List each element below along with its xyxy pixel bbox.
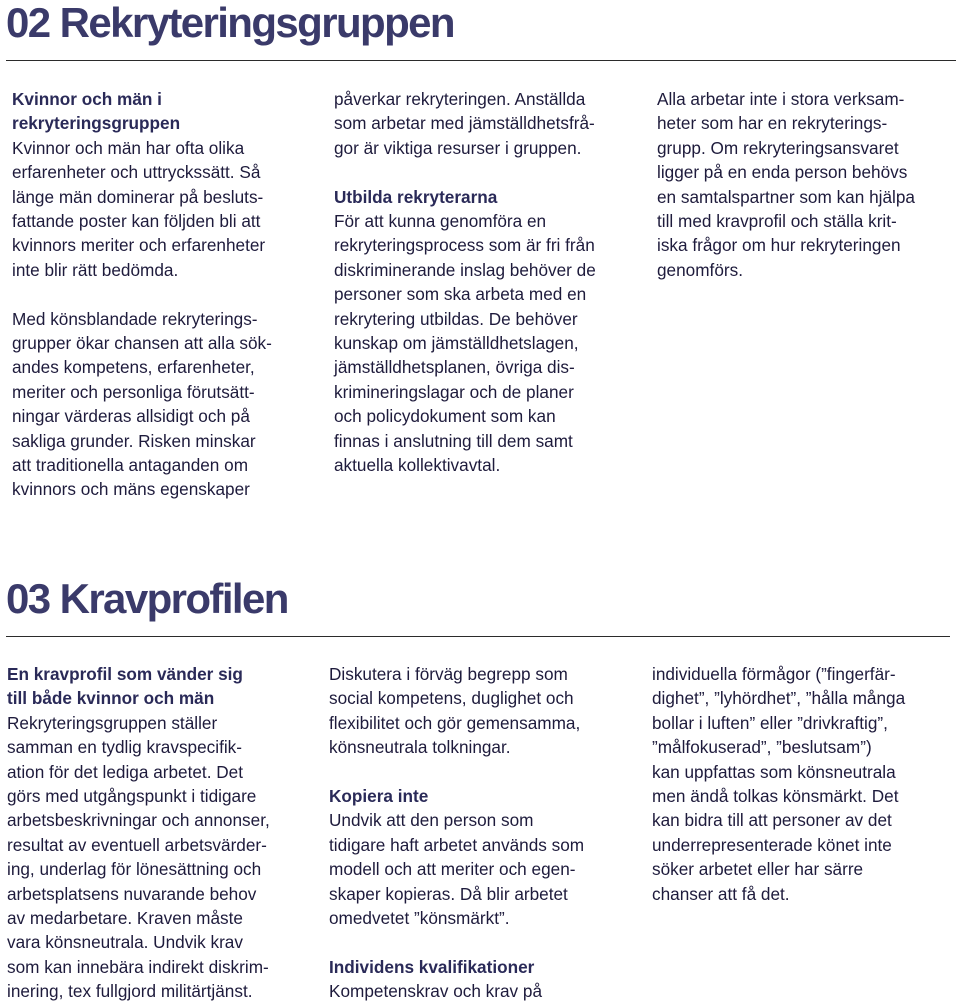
section-3-column-2 — [329, 662, 584, 1004]
text-line: kvinnors meriter och erfarenheter — [12, 235, 266, 256]
text-line: social kompetens, duglighet och — [329, 688, 574, 709]
text-line: meriter och personliga förutsätt- — [12, 381, 255, 402]
section-3-rule — [6, 636, 950, 637]
text-line: chanser att få det. — [652, 883, 790, 904]
text-line: erfarenheter och uttryckssätt. Så — [12, 162, 261, 183]
text-line: arbetsplatsens nuvarande behov — [7, 883, 257, 904]
text-line: som kan innebära indirekt diskrim- — [7, 956, 269, 977]
text-line: iska frågor om hur rekryteringen — [657, 235, 901, 256]
text-line: ligger på en enda person behövs — [657, 162, 908, 183]
text-line: ”målfokuserad”, ”beslutsam”) — [652, 737, 872, 758]
text-line: ningar värderas allsidigt och på — [12, 406, 250, 427]
heading-line: En kravprofil som vänder sig — [7, 664, 243, 684]
text-line: underrepresenterade könet inte — [652, 834, 892, 855]
heading-line: Individens kvalifikationer — [329, 956, 535, 977]
text-line: ation för det lediga arbetet. Det — [7, 761, 244, 782]
text-line: Kompetenskrav och krav på — [329, 981, 543, 1002]
text-line: söker arbetet eller har särre — [652, 859, 864, 880]
text-line: rekrytering utbildas. De behöver — [334, 308, 578, 329]
section-2-column-1 — [12, 87, 272, 502]
text-line: personer som ska arbeta med en — [334, 284, 587, 305]
section-2-title: 02 Rekryteringsgruppen — [6, 0, 454, 46]
heading-line: till både kvinnor och män — [7, 688, 215, 709]
text-line: aktuella kollektivavtal. — [334, 455, 501, 476]
text-line: sakliga grunder. Risken minskar — [12, 430, 256, 451]
text-line: diskriminerande inslag behöver de — [334, 259, 596, 280]
text-line: För att kunna genomföra en — [334, 211, 547, 232]
text-line: kvinnors och mäns egenskaper — [12, 479, 250, 500]
text-line: och policydokument som kan — [334, 406, 556, 427]
text-line: görs med utgångspunkt i tidigare — [7, 786, 257, 807]
text-line: resultat av eventuell arbetsvärder- — [7, 834, 267, 855]
text-line: krimineringslagar och de planer — [334, 381, 574, 402]
text-line: fattande poster kan följden bli att — [12, 211, 261, 232]
text-line: rekryteringsprocess som är fri från — [334, 235, 595, 256]
text-line: Med könsblandade rekryterings- — [12, 308, 258, 329]
text-line: könsneutrala tolkningar. — [329, 737, 511, 758]
section-3-title: 03 Kravprofilen — [6, 575, 288, 622]
heading-line: Utbilda rekryterarna — [334, 186, 498, 207]
text-line: kunskap om jämställdhetslagen, — [334, 333, 579, 354]
section-2-column-3 — [657, 87, 915, 282]
text-line: heter som har en rekryterings- — [657, 113, 888, 134]
text-line: modell och att meriter och egen- — [329, 859, 576, 880]
text-line: påverkar rekryteringen. Anställda — [334, 89, 586, 109]
paragraph-gap — [329, 760, 584, 784]
text-line: kan uppfattas som könsneutrala — [652, 761, 896, 782]
text-line: grupp. Om rekryteringsansvaret — [657, 137, 899, 158]
text-line: omedvetet ”könsmärkt”. — [329, 908, 510, 929]
text-line: av medarbetare. Kraven måste — [7, 908, 243, 929]
text-line: en samtalspartner som kan hjälpa — [657, 186, 915, 207]
text-line: Rekryteringsgruppen ställer — [7, 712, 218, 733]
text-line: vara könsneutrala. Undvik krav — [7, 932, 243, 953]
text-line: Kvinnor och män har ofta olika — [12, 137, 245, 158]
text-line: genomförs. — [657, 259, 743, 280]
text-line: arbetsbeskrivningar och annonser, — [7, 810, 270, 831]
heading-line: Kopiera inte — [329, 786, 429, 807]
section-2-rule — [6, 60, 956, 61]
text-line: dighet”, ”lyhördhet”, ”hålla många — [652, 688, 906, 709]
text-line: finnas i anslutning till dem samt — [334, 430, 573, 451]
text-line: bollar i luften” eller ”drivkraftig”, — [652, 712, 888, 733]
text-line: inering, tex fullgjord militärtjänst. — [7, 981, 253, 1002]
text-line: jämställdhetsplanen, övriga dis- — [334, 357, 575, 378]
text-line: Alla arbetar inte i stora verksam- — [657, 89, 905, 109]
section-2-column-2 — [334, 87, 596, 477]
text-line: samman en tydlig kravspecifik- — [7, 737, 242, 758]
text-line: att traditionella antaganden om — [12, 455, 249, 476]
paragraph-gap — [12, 282, 272, 306]
text-line: men ändå tolkas könsmärkt. Det — [652, 786, 899, 807]
text-line: grupper ökar chansen att alla sök- — [12, 333, 272, 354]
text-line: länge män dominerar på besluts- — [12, 186, 264, 207]
heading-line: rekryteringsgruppen — [12, 113, 181, 134]
text-line: andes kompetens, erfarenheter, — [12, 357, 255, 378]
text-line: individuella förmågor (”fingerfär- — [652, 664, 896, 684]
text-line: till med kravprofil och ställa krit- — [657, 211, 897, 232]
paragraph-gap — [329, 930, 584, 954]
text-line: kan bidra till att personer av det — [652, 810, 892, 831]
text-line: flexibilitet och gör gemensamma, — [329, 712, 581, 733]
text-line: inte blir rätt bedömda. — [12, 259, 179, 280]
text-line: Undvik att den person som — [329, 810, 534, 831]
text-line: gor är viktiga resurser i gruppen. — [334, 137, 582, 158]
section-3-column-3 — [652, 662, 905, 906]
text-line: skaper kopieras. Då blir arbetet — [329, 883, 568, 904]
section-3-column-1 — [7, 662, 270, 1004]
text-line: som arbetar med jämställdhetsfrå- — [334, 113, 595, 134]
text-line: tidigare haft arbetet används som — [329, 834, 585, 855]
heading-line: Kvinnor och män i — [12, 89, 162, 109]
paragraph-gap — [334, 160, 596, 184]
text-line: Diskutera i förväg begrepp som — [329, 664, 568, 684]
text-line: ing, underlag för lönesättning och — [7, 859, 262, 880]
